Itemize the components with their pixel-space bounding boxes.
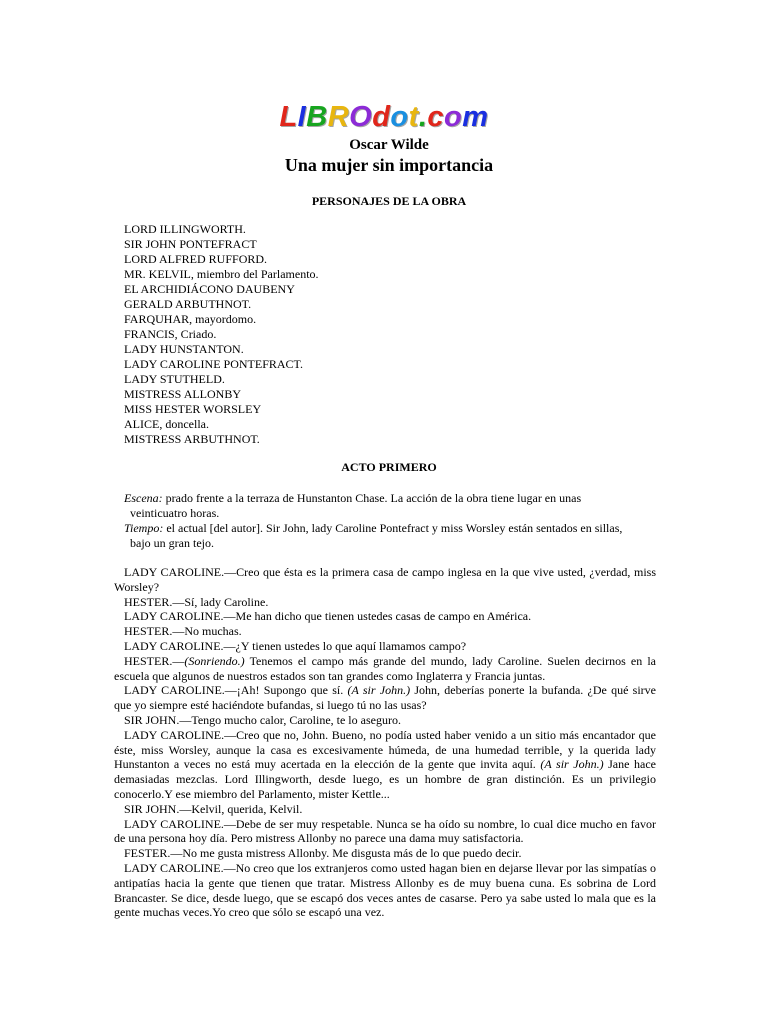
dialogue-text: HESTER.—: [124, 653, 185, 668]
logo-letter: .: [418, 101, 428, 133]
cast-member: MISTRESS ARBUTHNOT.: [124, 432, 260, 446]
logo-letter: B: [306, 101, 328, 133]
logo-letter: O: [349, 101, 373, 133]
dialogue-text: LADY CAROLINE.—Debe de ser muy respetable. Nunca se ha oído su nombre, lo cual dice mucho en favor de una persona hoy día. Pero mistress Allonby no parece una dama muy satisfactoria.: [114, 816, 656, 846]
dialogue-text: SIR JOHN.—Tengo mucho calor, Caroline, te lo aseguro.: [124, 712, 401, 727]
cast-member: FARQUHAR, mayordomo.: [124, 312, 257, 326]
act-heading: ACTO PRIMERO: [341, 460, 437, 474]
dialogue-text: HESTER.—Sí, lady Caroline.: [124, 594, 269, 609]
escena-label: Escena:: [124, 491, 163, 505]
dialogue-paragraph: [114, 817, 656, 847]
cast-member: MISS HESTER WORSLEY: [124, 402, 262, 416]
dialogue-paragraph: [114, 861, 656, 920]
dialogue-paragraph: [114, 609, 656, 624]
dialogue-paragraph: [114, 654, 656, 684]
escena-text: prado frente a la terraza de Hunstanton Chase. La acción de la obra tiene lugar en unas: [162, 491, 582, 505]
cast-member: EL ARCHIDIÁCONO DAUBENY: [124, 282, 295, 296]
author-name: Oscar Wilde: [349, 137, 429, 153]
tiempo-line: [124, 521, 664, 536]
dialogue-paragraph: [114, 728, 656, 802]
cast-member: MISTRESS ALLONBY: [124, 387, 242, 401]
logo-letter: R: [327, 101, 350, 133]
cast-heading: PERSONAJES DE LA OBRA: [311, 194, 467, 208]
cast-member: FRANCIS, Criado.: [124, 327, 217, 341]
cast-member: SIR JOHN PONTEFRACT: [124, 237, 257, 251]
dialogue-text: John, deberías ponerte la bufanda. ¿De qué sirve que yo siempre esté haciéndote bufandas, si luego tú no las usas?: [114, 683, 656, 713]
escena-line: [124, 491, 664, 506]
cast-member: LADY HUNSTANTON.: [124, 342, 244, 356]
cast-member: LADY CAROLINE PONTEFRACT.: [124, 357, 303, 371]
dialogue-text: LADY CAROLINE.—¿Y tienen ustedes lo que aquí llamamos campo?: [124, 638, 467, 653]
logo-letter: d: [372, 101, 391, 133]
logo-letter: I: [297, 101, 307, 133]
dialogue-text: LADY CAROLINE.—Creo que ésta es la primera casa de campo inglesa en la que vive usted, ¿verdad, miss Worsley?: [114, 565, 656, 594]
cast-member: LADY STUTHELD.: [124, 372, 225, 386]
logo-letter: o: [444, 101, 463, 133]
stage-directions: [124, 491, 664, 551]
dialogue-text: LADY CAROLINE.—No creo que los extranjeros como usted hagan bien en dejarse llevar por las simpatías o antipatías hacia la gente que tienen que tratar. Mistress Allonby es de muy buena cuna. Es sobrina de Lord Brancaster. Se dice, desde luego, que se escapó dos veces antes de casarse. Pero ya sabe usted lo mala que es la gente muchas veces.Yo creo que sólo se escapó una vez.: [114, 860, 656, 920]
tiempo-label: Tiempo:: [124, 521, 164, 535]
tiempo-text: el actual [del autor]. Sir John, lady Caroline Pontefract y miss Worsley están sentados en sillas,: [163, 521, 623, 535]
dialogue-text: LADY CAROLINE.—Me han dicho que tienen ustedes casas de campo en América.: [124, 609, 532, 624]
dialogue-paragraph: [114, 624, 656, 639]
dialogue-text: Tenemos el campo más grande del mundo, lady Caroline. Suelen decirnos en la escuela que algunos de nuestros estados son tan grandes como Inglaterra y Francia juntas.: [114, 653, 656, 683]
logo-letter: t: [408, 101, 419, 133]
dialogue-paragraph: [114, 595, 656, 610]
escena-continuation: veinticuatro horas.: [130, 506, 220, 520]
dialogue-text: HESTER.—No muchas.: [124, 624, 242, 639]
cast-member: ALICE, doncella.: [124, 417, 209, 431]
cast-member: GERALD ARBUTHNOT.: [124, 297, 252, 311]
librodot-logo: [0, 100, 768, 134]
dialogue-body: [114, 565, 656, 920]
dialogue-paragraph: [114, 713, 656, 728]
dialogue-text: LADY CAROLINE.—¡Ah! Supongo que sí.: [124, 683, 348, 698]
tiempo-continuation: bajo un gran tejo.: [130, 536, 214, 550]
dialogue-paragraph: [114, 639, 656, 654]
dialogue-text: Jane hace demasiadas mezclas. Lord Illingworth, desde luego, es un hombre de gran distinción. Es un privilegio conocerlo.Y ese miembro del Parlamento, mister Kettle...: [114, 757, 656, 801]
stage-direction: (A sir John.): [540, 757, 604, 772]
dialogue-paragraph: [114, 565, 656, 595]
stage-direction: (Sonriendo.): [184, 653, 245, 668]
dialogue-paragraph: [114, 802, 656, 817]
logo-letter: c: [427, 101, 445, 133]
logo-letter: m: [462, 101, 489, 133]
logo-letter: o: [390, 101, 409, 133]
dialogue-text: FESTER.—No me gusta mistress Allonby. Me disgusta más de lo que puedo decir.: [124, 846, 522, 861]
dialogue-paragraph: [114, 846, 656, 861]
dialogue-paragraph: [114, 683, 656, 713]
cast-list: [124, 222, 684, 447]
stage-direction: (A sir John.): [347, 683, 411, 698]
cast-member: LORD ALFRED RUFFORD.: [124, 252, 268, 266]
cast-member: MR. KELVIL, miembro del Parlamento.: [124, 267, 319, 281]
dialogue-text: LADY CAROLINE.—Creo que no, John. Bueno, no podía usted haber venido a un sitio más encantador que éste, miss Worsley, aunque la casa es excesivamente húmeda, de una humedad terrible, y la querida lady Hunstanton a veces no está muy acertada en la elección de la gente que invita aquí.: [114, 727, 656, 772]
dialogue-text: SIR JOHN.—Kelvil, querida, Kelvil.: [124, 801, 303, 816]
work-title: Una mujer sin importancia: [284, 155, 494, 175]
cast-member: LORD ILLINGWORTH.: [124, 222, 246, 236]
logo-letter: L: [279, 101, 298, 133]
